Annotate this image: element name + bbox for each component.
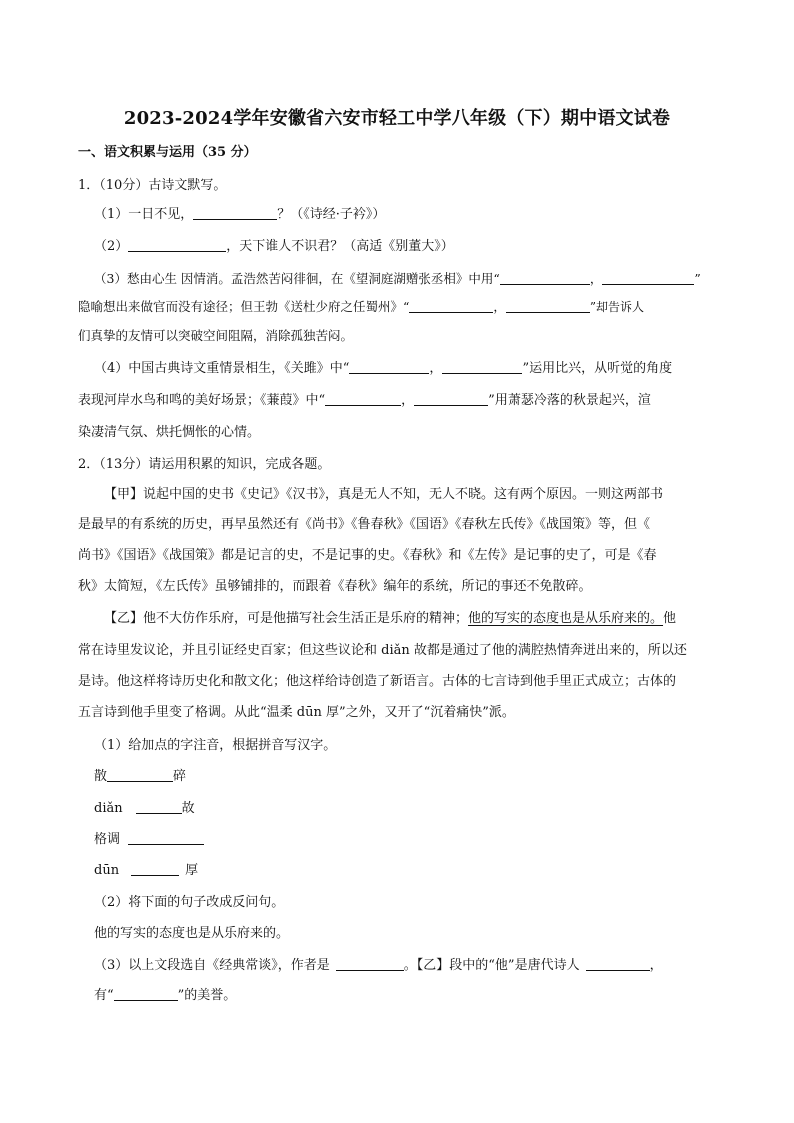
answer-blank[interactable] — [128, 237, 226, 252]
answer-blank[interactable] — [193, 205, 277, 220]
q1-item-4-line-3: 染凄清气氛、烘托惆怅的心情。 — [78, 425, 261, 440]
q2-sub-3-text-b: 。【乙】段中的“他”是唐代诗人 — [403, 958, 580, 973]
word-char: 厚 — [185, 863, 199, 878]
q1-item-2 — [94, 237, 454, 257]
q2-sub-3-line-1 — [94, 956, 663, 976]
q2-sub-1: （1）给加点的字注音，根据拼音写汉字。 — [94, 738, 337, 753]
q1-item-3-text-c: ”却告诉人 — [589, 300, 645, 314]
pinyin: dūn — [94, 863, 120, 878]
section-heading: 一、语文积累与运用（35 分） — [78, 145, 257, 160]
passage-yi-text-end: 他 — [663, 611, 677, 626]
word-char: 故 — [181, 801, 195, 816]
answer-blank[interactable] — [114, 986, 178, 1001]
q1-item-4-text-c: 表现河岸水鸟和鸣的美好场景；《蒹葭》中“ — [78, 393, 326, 408]
comma: ， — [429, 361, 443, 376]
comma: ， — [493, 299, 506, 314]
word-row-3 — [94, 830, 204, 850]
q1-item-3-line-2 — [78, 297, 644, 317]
answer-blank[interactable] — [128, 830, 204, 845]
q1-item-1 — [94, 205, 385, 225]
q1-item-1-text-b: ？（《诗经·子衿》） — [277, 207, 386, 222]
answer-blank[interactable] — [602, 270, 694, 285]
q1-item-4-text-a: （4）中国古典诗文重情景相生，《关雎》中“ — [94, 361, 350, 376]
q2-sub-2-sentence: 他的写实的态度也是从乐府来的。 — [94, 926, 290, 941]
question-2-heading: 2．（13分）请运用积累的知识，完成各题。 — [78, 457, 331, 472]
answer-blank[interactable] — [131, 861, 179, 876]
answer-blank[interactable] — [349, 359, 429, 374]
q1-item-4-text-b: ”运用比兴，从听觉的角度 — [522, 361, 673, 376]
word-row-4 — [94, 861, 198, 881]
answer-blank[interactable] — [336, 956, 404, 971]
q1-item-2-text-b: ，天下谁人不识君？（高适《别董大》） — [226, 239, 454, 254]
passage-jia-line-3: 尚书》《国语》《战国策》都是记言的史，不是记事的史。《春秋》和《左传》是记事的史了，可是《春 — [78, 548, 657, 563]
comma: ， — [649, 958, 663, 973]
passage-jia-line-1: 【甲】说起中国的史书《史记》《汉书》，真是无人不知，无人不晓。这有两个原因。一则这两部书 — [104, 487, 664, 502]
q1-item-2-text-a: （2） — [94, 239, 129, 254]
answer-blank[interactable] — [414, 391, 488, 406]
word-char: 碎 — [173, 769, 187, 784]
answer-blank[interactable] — [409, 298, 493, 313]
comma: ， — [589, 271, 603, 286]
answer-blank[interactable] — [500, 270, 590, 285]
answer-blank[interactable] — [325, 391, 401, 406]
page-title: 2023-2024学年安徽省六安市轻工中学八年级（下）期中语文试卷 — [123, 108, 671, 129]
word-row-1 — [94, 767, 186, 787]
q2-sub-3-text-d: ”的美誉。 — [177, 988, 237, 1003]
q1-item-3-text-a: （3）愁由心生 因情消。孟浩然苦闷徘徊，在《望洞庭湖赠张丞相》中用“ — [94, 271, 500, 286]
q1-item-3-text-b: 隐喻想出来做官而没有途径；但王勃《送杜少府之任蜀州》“ — [78, 299, 410, 314]
passage-yi-line-4: 五言诗到他手里变了格调。从此“温柔 dūn 厚”之外，又开了“沉着痛快”派。 — [78, 705, 515, 720]
answer-blank[interactable] — [586, 956, 650, 971]
q1-item-4-line-1 — [94, 359, 672, 379]
word-char: 散 — [94, 769, 108, 784]
q1-item-3-line-3: 们真挚的友情可以突破空间阻隔，消除孤独苦闷。 — [78, 328, 354, 343]
answer-blank[interactable] — [506, 298, 590, 313]
answer-blank[interactable] — [136, 799, 182, 814]
q2-sub-3-text-c: 有“ — [94, 988, 114, 1003]
underlined-sentence: 他的写实的态度也是从乐府来的。 — [468, 611, 664, 626]
pinyin: diǎn — [94, 801, 123, 816]
q1-item-3-line-1 — [94, 269, 701, 289]
word-row-2 — [94, 799, 195, 819]
question-1-heading: 1．（10分）古诗文默写。 — [78, 178, 227, 193]
answer-blank[interactable] — [107, 767, 173, 782]
passage-yi-text: 【乙】他不大仿作乐府，可是他描写社会生活正是乐府的精神； — [104, 611, 469, 626]
q2-sub-3-line-2 — [94, 986, 236, 1006]
quote-mark: ” — [694, 271, 701, 286]
q1-item-4-text-d: ”用萧瑟冷落的秋景起兴，渲 — [488, 393, 651, 408]
passage-jia-line-4: 秋》太简短，《左氏传》虽够铺排的，而跟着《春秋》编年的系统，所记的事还不免散碎。 — [78, 579, 592, 594]
passage-yi-line-2: 常在诗里发议论，并且引证经史百家；但这些议论和 diǎn 故都是通过了他的满腔热情奔迸出来的，所以还 — [78, 643, 687, 658]
word-char: 格调 — [94, 832, 121, 847]
comma: ， — [401, 393, 415, 408]
q1-item-1-text-a: （1）一日不见， — [94, 207, 194, 222]
q2-sub-3-text-a: （3）以上文段选自《经典常谈》，作者是 — [94, 958, 330, 973]
passage-jia-line-2: 是最早的有系统的历史，再早虽然还有《尚书》《鲁春秋》《国语》《春秋左氏传》《战国策》等，但《 — [78, 517, 651, 532]
q2-sub-2: （2）将下面的句子改成反问句。 — [94, 895, 285, 910]
passage-yi-line-1 — [104, 609, 676, 629]
q1-item-4-line-2 — [78, 391, 651, 411]
passage-yi-line-3: 是诗。他这样将诗历史化和散文化；他这样给诗创造了新语言。古体的七言诗到他手里正式成立；古体的 — [78, 674, 677, 689]
answer-blank[interactable] — [442, 359, 522, 374]
